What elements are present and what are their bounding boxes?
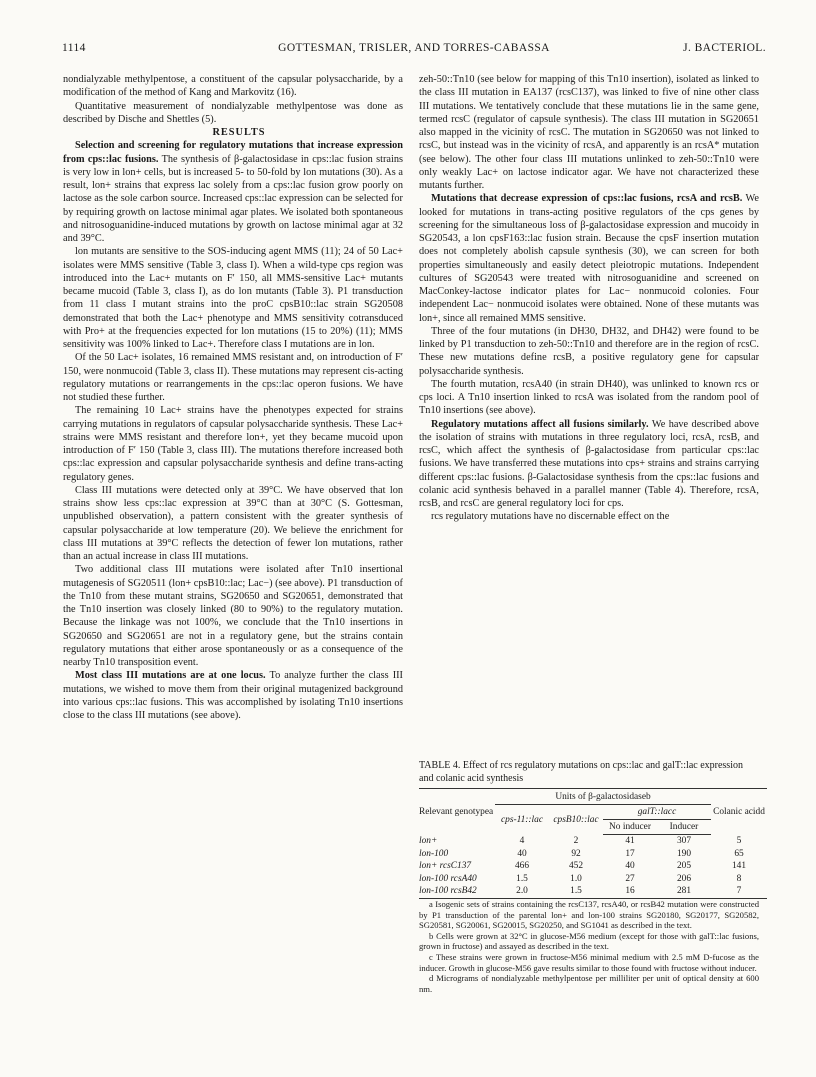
cell-colanic: 5 [736, 836, 742, 846]
paragraph-body: We looked for mutations in trans-acting positive regulators of the cps genes by screening for the simultaneous loss of β-galactosidase expression and mucoidy in SG20543, a lon cpsF163::lac fusion strain. Because the cpsF insertion mutation does not completely abolish capsule synthesis (30), we can screen for both properties simultaneously and easily detect pleiotropic mutations. Independent cultures of SG20543 were treated with nitrosoguanidine and screened on MacConkey-lactose indicator plates for Lac− nonmucoid colonies. Four independent Lac− nonmucoid isolates were obtained. None of these mutants was lon+, since all remained MMS sensitive. [419, 193, 759, 324]
cell-genotype: lon-100 rcsB42 [419, 885, 495, 898]
col-header-inducer: Inducer [657, 820, 711, 835]
paragraph: The fourth mutation, rcsA40 (in strain DH40), was unlinked to known rcs or cps loci. A Tn10 insertion linked to rcsA was isolated from the random pool of Tn10 insertions (see above). [419, 378, 759, 417]
cell-cps11: 2.0 [495, 885, 549, 898]
cell-genotype: lon+ rcsC137 [419, 861, 472, 872]
footnote-a: a Isogenic sets of strains containing the rcsC137, rcsA40, or rcsB42 mutation were constructed by P1 transduction of the parental lon+ and lon-100 strains SG20180, SG20177, SG20582, SG20581, SG20061, SG20015, SG20250, and SG1041 as described in the text. [419, 899, 759, 931]
col-header-colanic: Colanic acidd [713, 806, 765, 817]
cell-no-inducer: 40 [625, 861, 635, 872]
table-4 [419, 788, 767, 899]
paragraph-body: We have described above the isolation of strains with mutations in three regulatory loci, rcsA, rcsB, and rcsC, which affect the synthesis of β-galactosidase from particular cps::lac fusions. We have transferred these mutations into cps+ strains and strains carrying different cps::lac fusions. β-Galactosidase synthesis from the cps::lac fusions and colanic acid synthesis behaved in a parallel manner (Table 4). Therefore, rcsA, rcsB, and rcsC are general regulatory loci for cps. [419, 418, 759, 509]
cell-inducer: 307 [676, 836, 692, 847]
paragraph: zeh-50::Tn10 (see below for mapping of this Tn10 insertion), isolated as linked to the class III mutation in EA137 (rcsC137), was linked to five of nine other class III mutations. We tentatively conclude that these mutations lie in the same gene, termed rcsC (regulator of capsule synthesis). The class III mutation in SG20651 also mapped in the vicinity of rcsC. The mutation in SG20650 was not linked to rcsC, but instead was in the vicinity of rcsA, and apparently is an rcsA* mutation (see below). The other four class III mutations unlinked to zeh-50::Tn10 were only weakly Lac+ on lactose indicator agar. We have not characterized these mutants further. [419, 74, 759, 191]
footnote-c: c These strains were grown in fructose-M56 minimal medium with 2.5 mM D-fucose as the inducer. Growth in glucose-M56 gave results similar to those found with fructose without inducer. [419, 951, 759, 973]
table-row [419, 885, 767, 898]
paragraph: nondialyzable methylpentose, a constituent of the capsular polysaccharide, by a modification of the method of Kang and Markovitz (16). [63, 74, 403, 99]
header-journal: J. BACTERIOL. [683, 42, 766, 54]
paragraph-body: The synthesis of β-galactosidase in cps::lac fusion strains is very low in lon+ cells, but is increased 5- to 50-fold by lon mutations (30). As a result, lon+ strains that express lac solely from a cps::lac fusion grow poorly on lactose as the sole carbon source. Increased cps::lac expression can be selected for by requiring growth on lactose minimal agar plates. We isolated both spontaneous and nitrosoguanidine-induced mutations by growth on lactose minimal agar at 32 and 39°C. [63, 153, 403, 244]
cell-inducer: 205 [676, 861, 692, 872]
paragraph: Of the 50 Lac+ isolates, 16 remained MMS resistant and, on introduction of F′ 150, were nonmucoid (Table 3, class II). These mutations may represent cis-acting regulatory mutations or rearrangements in the cps::lac operon fusions. We have not studied these further. [63, 352, 403, 403]
table-row [419, 873, 767, 886]
runin-heading: Selection and screening for regulatory mutations that increase expression from cps::lac fusions. [63, 140, 403, 165]
cell-cpsb10: 452 [568, 861, 584, 872]
paragraph [419, 192, 759, 325]
table-title: TABLE 4. Effect of rcs regulatory mutations on cps::lac and galT::lac expression and colanic acid synthesis [419, 760, 743, 784]
col-header-cpsb10: cpsB10::lac [553, 814, 599, 825]
section-heading-results: RESULTS [212, 127, 266, 138]
cell-inducer: 281 [657, 885, 711, 898]
paragraph [419, 418, 759, 511]
running-header [62, 42, 766, 58]
left-column [63, 73, 403, 722]
paragraph-body: To analyze further the class III mutations, we wished to move them from their original mutagenized background into various cps::lac fusions. This was accomplished by isolating Tn10 insertions close to the class III mutations (see above). [63, 670, 403, 721]
cell-inducer: 190 [676, 848, 692, 859]
page-number: 1114 [62, 42, 86, 54]
cell-no-inducer: 17 [625, 848, 635, 859]
cell-genotype: lon-100 rcsA40 [419, 873, 477, 884]
header-authors: GOTTESMAN, TRISLER, AND TORRES-CABASSA [278, 42, 550, 54]
paragraph: rcs regulatory mutations have no discernable effect on the [431, 511, 670, 523]
paragraph: lon mutants are sensitive to the SOS-inducing agent MMS (11); 24 of 50 Lac+ isolates were MMS sensitive (Table 3, class I). When a wild-type cps region was introduced into the Lac+ mutants on F′ 150, all MMS-sensitive Lac+ mutants became mucoid (Table 3, class I), as do lon mutants (Table 3). P1 transduction from 11 class I mutant strains into the proC cpsB10::lac strain SG20508 demonstrated that both the Lac+ phenotype and MMS sensitivity cotransduced with Pro+ at the frequencies expected for lon mutations (15 to 20%) (11); MMS sensitivity was 100% linked to Lac+. Therefore class I mutations are in lon. [63, 246, 403, 350]
footnote-d: d Micrograms of nondialyzable methylpentose per milliliter per unit of optical density at 600 nm. [419, 973, 759, 994]
paragraph: Quantitative measurement of nondialyzable methylpentose was done as described by Dische and Shettles (5). [63, 100, 403, 125]
paragraph [63, 139, 403, 245]
paragraph: The remaining 10 Lac+ strains have the phenotypes expected for strains carrying mutations in regulators of capsular polysaccharide synthesis. These Lac+ strains were MMS resistant and therefore lon+, yet they became mucoid upon introduction of F′ 150 (Table 3, class III). The mutations therefore increased both cps::lac expression and capsular polysaccharide synthesis and define trans-acting regulatory genes. [63, 405, 403, 483]
cell-genotype: lon-100 [419, 848, 449, 859]
paragraph: Three of the four mutations (in DH30, DH32, and DH42) were found to be linked by P1 transduction to zeh-50::Tn10 and therefore are in the region of rcsC. These new mutations define rcsB, a positive regulatory gene for capsular polysaccharide synthesis. [419, 325, 759, 377]
cell-no-inducer: 41 [625, 836, 635, 847]
data-table [419, 788, 767, 899]
col-header-galt: galT::lacc [603, 805, 711, 820]
cell-cps11: 40 [517, 848, 527, 859]
footnote-b: b Cells were grown at 32°C in glucose-M56 medium (except for those with galT::lac fusions, grown in fructose) and assayed as described in the text. [419, 930, 759, 952]
col-header-no-inducer: No inducer [603, 820, 657, 835]
paragraph: Two additional class III mutations were isolated after Tn10 insertional mutagenesis of SG20511 (lon+ cpsB10::lac; Lac−) (see above). P1 transduction of the Tn10 from these mutant strains, SG20650 and SG20651, demonstrated that the Tn10 insertion was closely linked (80 to 90%) to the regulatory mutation. Because the linkage was not 100%, we conclude that the Tn10 insertions in SG20650 and SG20651 are not in a regulatory gene, but the strains contain regulatory mutations that either arose spontaneously or as a consequence of the nearby Tn10 transposition event. [63, 564, 403, 668]
runin-heading: Most class III mutations are at one locus. [75, 670, 266, 682]
paragraph: Class III mutations were detected only at 39°C. We have observed that lon strains show less cps::lac expression at 39°C than at 30°C (S. Gottesman, unpublished observation), a pattern consistent with the greater synthesis of capsular polysaccharide at low temperature (20). We believe the enrichment for class III mutations at 39°C reflects the detection of fewer lon mutations, rather than an actual increase in class III mutations. [63, 484, 403, 562]
cell-cpsb10: 92 [571, 848, 581, 859]
cell-colanic: 7 [711, 885, 767, 898]
cell-cps11: 466 [514, 861, 530, 872]
cell-colanic: 8 [736, 873, 742, 884]
cell-cps11: 1.5 [516, 873, 528, 884]
col-header-cps11: cps-11::lac [501, 814, 543, 825]
cell-inducer: 206 [676, 873, 692, 884]
cell-genotype: lon+ [419, 836, 438, 846]
cell-no-inducer: 16 [603, 885, 657, 898]
runin-heading: Regulatory mutations affect all fusions similarly. [431, 418, 649, 430]
table-row [419, 835, 767, 848]
cell-no-inducer: 27 [625, 873, 635, 884]
cell-cpsb10: 1.0 [570, 873, 582, 884]
cell-colanic: 141 [731, 861, 747, 872]
table-row [419, 848, 767, 861]
cell-cpsb10: 2 [573, 836, 579, 846]
cell-cpsb10: 1.5 [549, 885, 603, 898]
runin-heading: Mutations that decrease expression of cps::lac fusions, rcsA and rcsB. [431, 193, 743, 205]
col-header-units: Units of β-galactosidaseb [495, 789, 711, 805]
cell-colanic: 65 [734, 848, 744, 859]
table-row [419, 860, 767, 873]
right-column [419, 73, 759, 524]
col-header-genotype: Relevant genotypea [419, 806, 494, 817]
paragraph [63, 669, 403, 722]
cell-cps11: 4 [519, 836, 525, 846]
table-footnotes [419, 899, 759, 994]
